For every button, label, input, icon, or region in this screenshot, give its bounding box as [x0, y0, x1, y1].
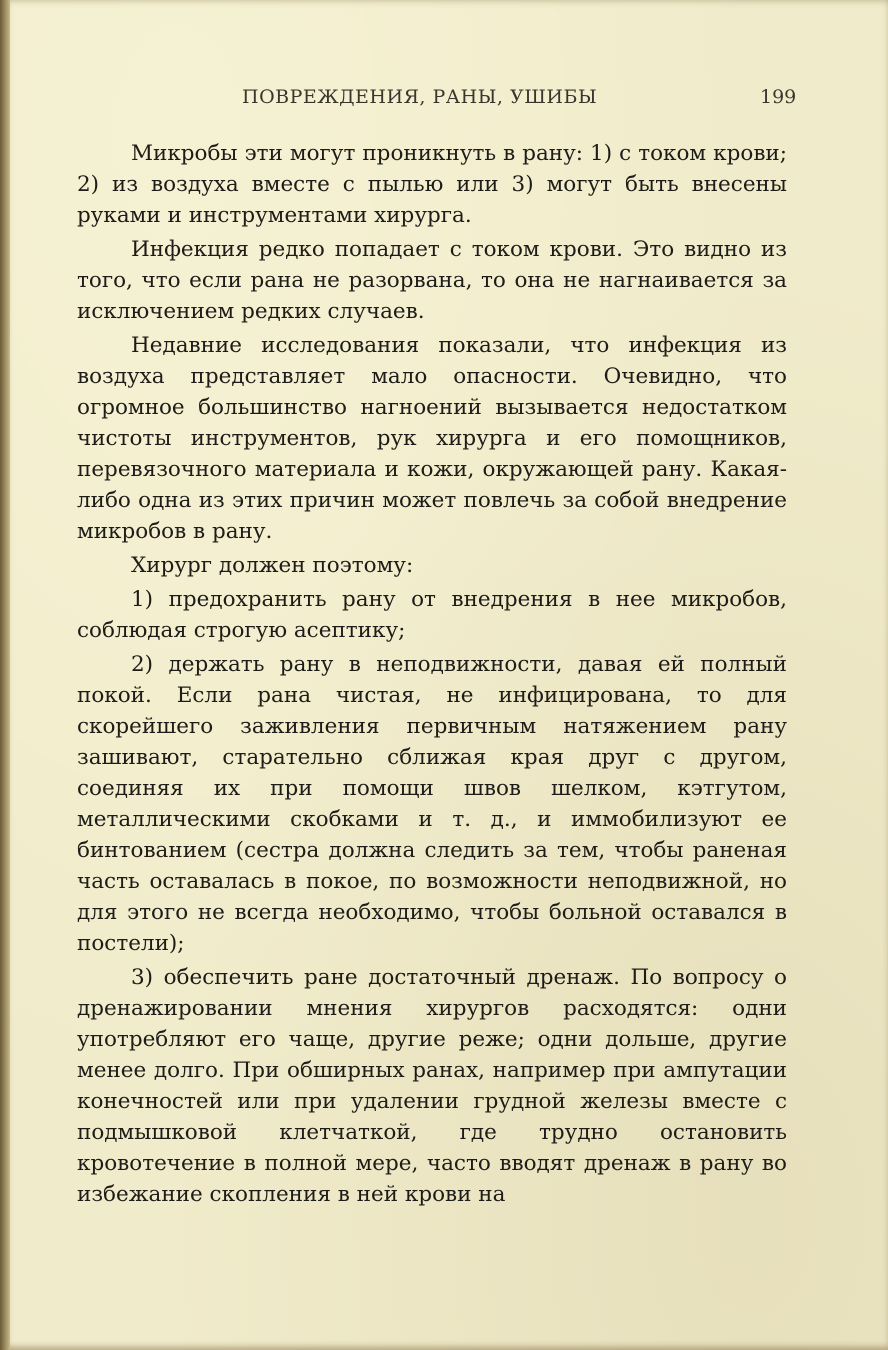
paragraph: Недавние исследования показали, что инфекция из воздуха представляет мало опасности. Очевидно, что огромное большинство нагноений вызывается недостатком чистоты инструментов, рук хирурга и его помощников, перевязочного материала и кожи, окружающей рану. Какая-либо одна из этих причин может повлечь за собой внедрение микробов в рану. [77, 333, 787, 544]
page-header [0, 86, 888, 116]
page-number: 199 [760, 86, 797, 108]
page-binding-edge [0, 0, 10, 1350]
body-text [77, 138, 787, 1213]
paragraph: Инфекция редко попадает с током крови. Это видно из того, что если рана не разорвана, то она не нагнаивается за исключением редких случаев. [77, 237, 787, 324]
running-title: ПОВРЕЖДЕНИЯ, РАНЫ, УШИБЫ [242, 86, 598, 108]
list-item-paragraph: 2) держать рану в неподвижности, давая ей полный покой. Если рана чистая, не инфицирована, то для скорейшего заживления первичным натяжением рану зашивают, старательно сближая края друг с другом, соединяя их при помощи швов шелком, кэтгутом, металлическими скобками и т. д., и иммобилизуют ее бинтованием (сестра должна следить за тем, чтобы раненая часть оставалась в покое, по возможности неподвижной, но для этого не всегда необходимо, чтобы больной оставался в постели); [77, 652, 787, 956]
paragraph: Микробы эти могут проникнуть в рану: 1) с током крови; 2) из воздуха вместе с пылью или 3) могут быть внесены руками и инструментами хирурга. [77, 141, 787, 228]
list-item-paragraph: 3) обеспечить ране достаточный дренаж. По вопросу о дренажировании мнения хирургов расходятся: одни употребляют его чаще, другие реже; одни дольше, другие менее долго. При обширных ранах, например при ампутации конечностей или при удалении грудной железы вместе с подмышковой клетчаткой, где трудно остановить кровотечение в полной мере, часто вводят дренаж в рану во избежание скопления в ней крови на [77, 965, 787, 1207]
list-item-paragraph: 1) предохранить рану от внедрения в нее микробов, соблюдая строгую асептику; [77, 587, 787, 643]
paragraph: Хирург должен поэтому: [131, 553, 414, 578]
